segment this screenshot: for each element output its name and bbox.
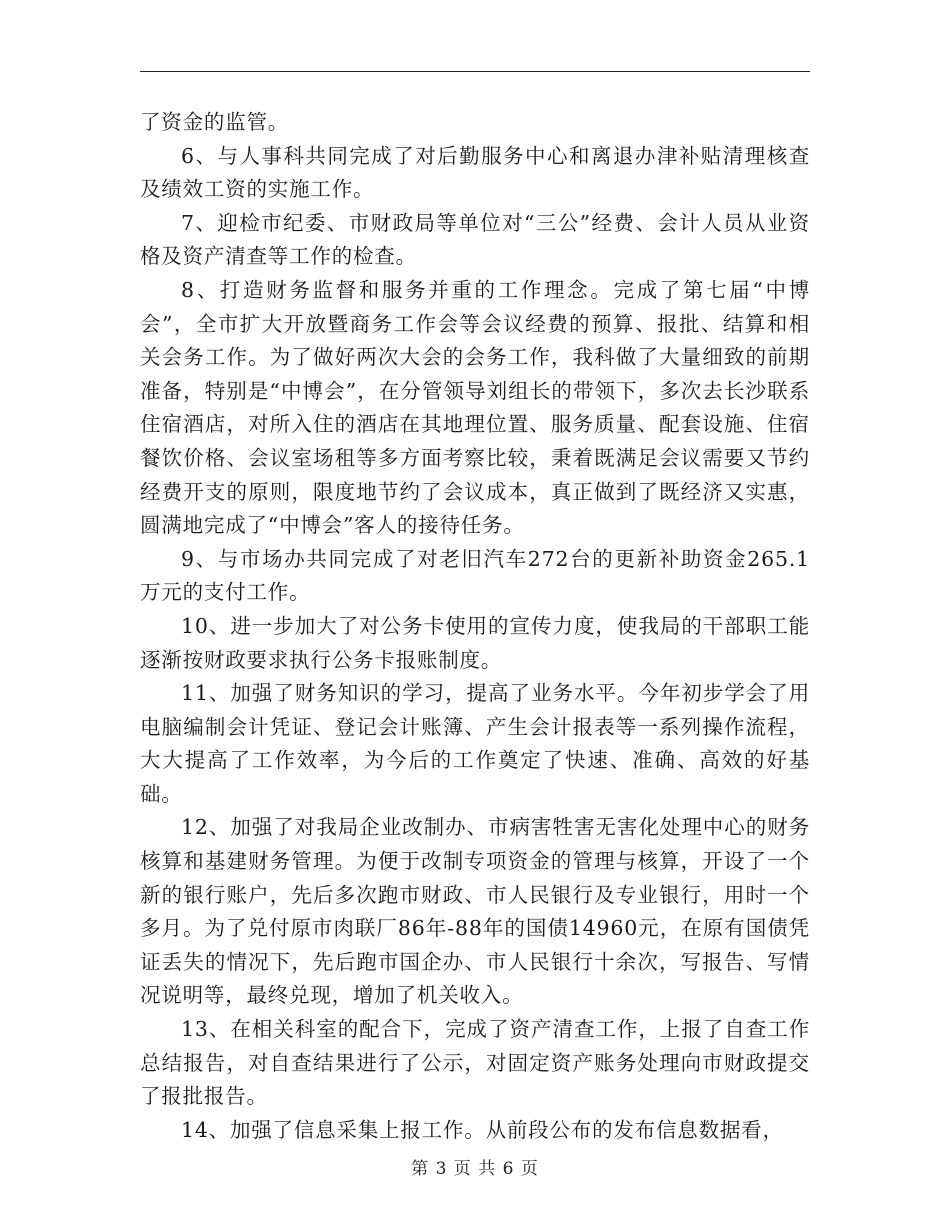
document-body [140,106,810,1147]
paragraph-item-14: 14、加强了信息采集上报工作。从前段公布的发布信息数据看， [181,1117,784,1142]
paragraph-item-7: 7、迎检市纪委、市财政局等单位对“三公”经费、会计人员从业资格及资产清查等工作的检查。 [140,210,810,269]
paragraph-item-13: 13、在相关科室的配合下，完成了资产清查工作，上报了自查工作总结报告，对自查结果进行了公示，对固定资产账务处理向市财政提交了报批报告。 [140,1017,810,1109]
paragraph-continuation: 了资金的监管。 [140,110,290,134]
paragraph-item-12: 12、加强了对我局企业改制办、市病害牲害无害化处理中心的财务核算和基建财务管理。为便于改制专项资金的管理与核算，开设了一个新的银行账户，先后多次跑市财政、市人民银行及专业银行，用时一个多月。为了兑付原市肉联厂86年-88年的国债14960元，在原有国债凭证丢失的情况下，先后跑市国企办、市人民银行十余次，写报告、写情况说明等，最终兑现，增加了机关收入。 [140,815,810,1008]
page-number: 第 3 页 共 6 页 [411,1159,539,1179]
paragraph-item-6: 6、与人事科共同完成了对后勤服务中心和离退办津补贴清理核查及绩效工资的实施工作。 [140,143,810,202]
paragraph-item-8: 8、打造财务监督和服务并重的工作理念。完成了第七届“中博会”，全市扩大开放暨商务工作会等会议经费的预算、报批、结算和相关会务工作。为了做好两次大会的会务工作，我科做了大量细致的前期准备，特别是“中博会”，在分管领导刘组长的带领下，多次去长沙联系住宿酒店，对所入住的酒店在其地理位置、服务质量、配套设施、住宿餐饮价格、会议室场租等多方面考察比较，秉着既满足会议需要又节约经费开支的原则，限度地节约了会议成本，真正做到了既经济又实惠，圆满地完成了“中博会”客人的接待任务。 [140,277,810,538]
paragraph-item-9: 9、与市场办共同完成了对老旧汽车272台的更新补助资金265.1万元的支付工作。 [140,546,810,605]
paragraph-item-10: 10、进一步加大了对公务卡使用的宣传力度，使我局的干部职工能逐渐按财政要求执行公务卡报账制度。 [140,613,810,672]
paragraph-item-11: 11、加强了财务知识的学习，提高了业务水平。今年初步学会了用电脑编制会计凭证、登记会计账簿、产生会计报表等一系列操作流程，大大提高了工作效率，为今后的工作奠定了快速、准确、高效的好基础。 [140,681,810,806]
header-rule [140,71,810,72]
